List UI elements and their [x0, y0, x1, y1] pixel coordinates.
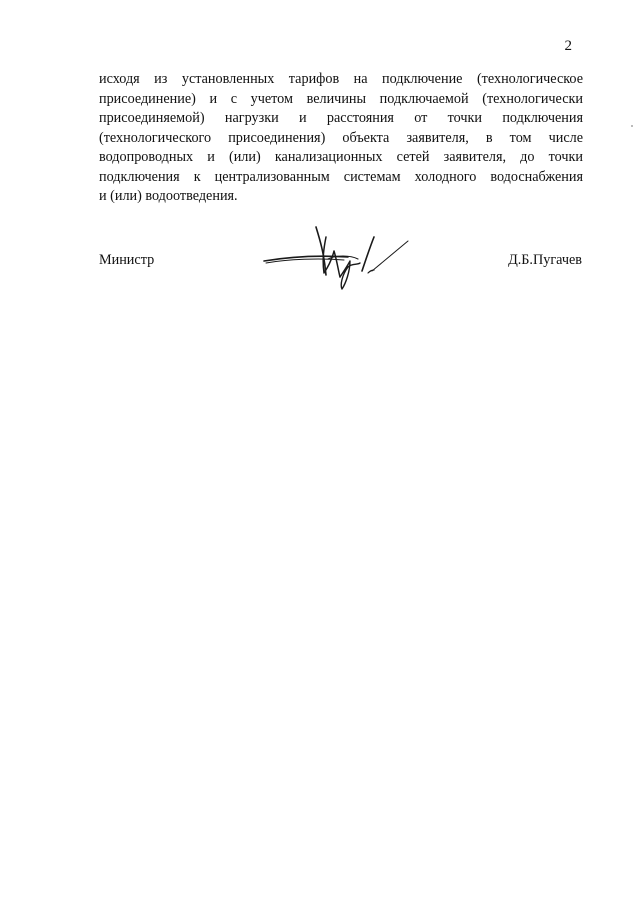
body-line: подключения к централизованным системам холодного водоснабжения	[99, 168, 583, 185]
handwritten-signature	[258, 215, 418, 295]
body-line: исходя из установленных тарифов на подключение (технологическое	[99, 71, 583, 87]
signatory-name: Д.Б.Пугачев	[508, 252, 582, 268]
scan-speck	[631, 125, 633, 127]
body-line: и (или) водоотведения.	[99, 188, 238, 204]
body-line: присоединяемой) нагрузки и расстояния от точки подключения	[99, 110, 583, 126]
signatory-role: Министр	[99, 252, 155, 268]
document-body	[99, 70, 583, 207]
body-line: присоединение) и с учетом величины подключаемой (технологически	[99, 90, 583, 107]
body-line: водопроводных и (или) канализационных сетей заявителя, до точки	[99, 149, 583, 165]
body-line: (технологического присоединения) объекта заявителя, в том числе	[99, 129, 583, 146]
page-number: 2	[564, 38, 572, 54]
